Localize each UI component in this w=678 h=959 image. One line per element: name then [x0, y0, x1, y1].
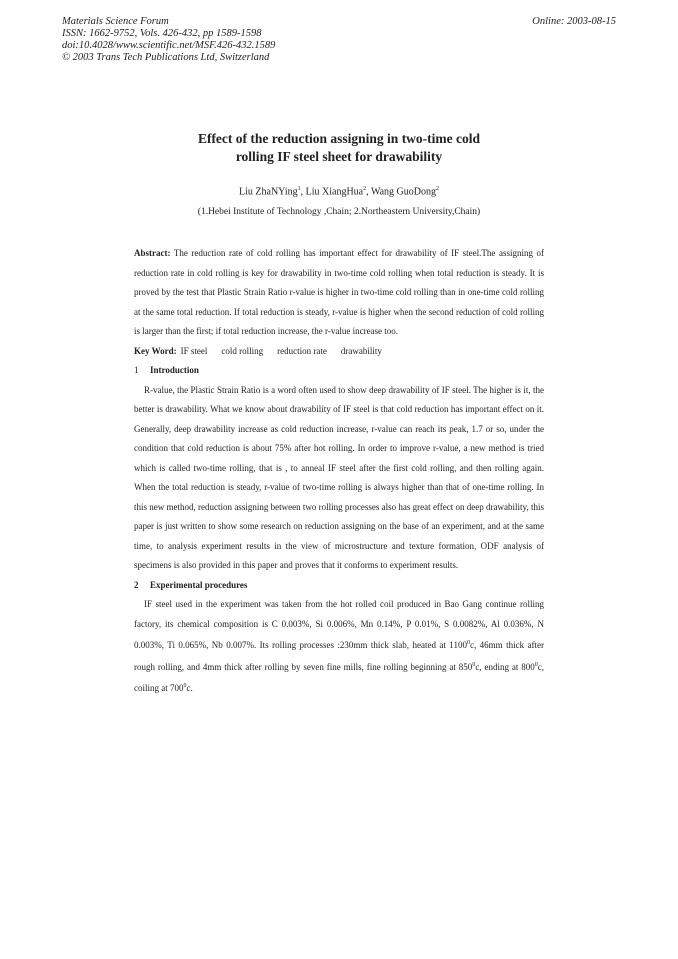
section-title: Experimental procedures: [150, 579, 248, 590]
abstract-label: Abstract:: [134, 248, 171, 258]
introduction-paragraph: R-value, the Plastic Strain Ratio is a word often used to show deep drawability of IF steel. The higher is it, the better is drawability. What we know about drawability of IF steel is that cold reduction has important effect on it. Generally, deep drawability increase as cold reduction increase, r-value can reach its peak, 1.7 or so, under the condition that cold reduction is about 75% after hot rolling. In order to improve r-value, a new method is tried which is called two-time rolling, that is , to anneal IF steel after the first cold rolling, and then rolling again. When the total reduction is steady, r-value of two-time rolling is always higher than that of one-time rolling. In this new method, reduction assigning between two rolling processes also has great effect on deep drawability, this paper is just written to show some research on reduction assigning on the base of an experiment, and at the same time, to analysis experiment results in the view of microstructure and texture formation, ODF analysis of specimens is also provided in this paper and proves that it conforms to experiment results.: [134, 384, 544, 570]
exp-text-1: IF steel used in the experiment was taken from the hot rolled coil produced in Bao Gang continue rolling factory, its chemical composition is C 0.003%, Si 0.006%, Mn 0.14%, P 0.01%, S 0.0082%, Al 0.036%, N 0.003%, Ti 0.065%, Nb 0.007%. Its rolling processes :230mm thick slab, heated at 1100: [134, 599, 544, 650]
running-header: [62, 16, 275, 64]
paper-title: [0, 130, 678, 166]
degree-mark: 0: [183, 683, 187, 689]
keyword-1: IF steel: [180, 345, 208, 356]
online-date: Online: 2003-08-15: [532, 16, 616, 27]
section-title: Introduction: [150, 365, 199, 375]
doi-line[interactable]: doi:10.4028/www.scientific.net/MSF.426-432.1589: [62, 40, 276, 51]
author-2: , Liu XiangHua: [300, 186, 364, 198]
keywords: [134, 342, 544, 362]
degree-mark: 0: [466, 640, 470, 646]
degree-mark: 0: [534, 661, 538, 668]
keyword-4: drawability: [340, 345, 382, 356]
journal-name: Materials Science Forum: [62, 16, 169, 27]
exp-text-5: c.: [186, 683, 193, 693]
author-3: , Wang GuoDong: [366, 186, 436, 198]
section-number: 1: [134, 365, 139, 375]
issn-line: ISSN: 1662-9752, Vols. 426-432, pp 1589-1598: [62, 28, 262, 39]
title-line-1: Effect of the reduction assigning in two-time cold: [197, 131, 481, 146]
degree-mark: 0: [472, 661, 476, 668]
abstract: [134, 244, 544, 342]
keyword-2: cold rolling: [221, 345, 264, 356]
copyright-line: © 2003 Trans Tech Publications Ltd, Switzerland: [62, 52, 270, 63]
keyword-3: reduction rate: [277, 345, 327, 356]
experimental-paragraph: [134, 595, 544, 699]
paper-body: [134, 244, 544, 699]
affiliations: (1.Hebei Institute of Technology ,Chain; 2.Northeastern University,Chain): [197, 207, 481, 217]
author-3-affil: 2: [435, 186, 439, 192]
author-1-affil: 1: [297, 186, 301, 192]
author-1: Liu ZhaNYing: [239, 186, 298, 198]
exp-text-4: c, coiling at 700: [134, 661, 544, 693]
title-line-2: rolling IF steel sheet for drawability: [235, 149, 443, 164]
section-number: 2: [134, 579, 139, 590]
abstract-text: The reduction rate of cold rolling has important effect for drawability of IF steel.The assigning of reduction rate in cold rolling is key for drawability in two-time cold rolling when total reduction is steady. It is proved by the test that Plastic Strain Ratio r-value is higher in two-time cold rolling than in one-time cold rolling at the same total reduction. If total reduction is steady, r-value is higher when the second reduction of cold rolling is larger than the first; if total reduction increase, the r-value increase too.: [134, 248, 544, 336]
section-heading-introduction: [134, 361, 544, 381]
section-heading-experimental: [134, 576, 544, 596]
exp-text-3: c, ending at 800: [475, 661, 535, 672]
keywords-label: Key Word:: [134, 345, 177, 356]
author-list: [0, 186, 678, 197]
author-2-affil: 2: [363, 186, 367, 192]
exp-text-2: c, 46mm thick after rough rolling, and 4mm thick after rolling by seven fine mills, fine rolling beginning at 850: [134, 640, 544, 672]
